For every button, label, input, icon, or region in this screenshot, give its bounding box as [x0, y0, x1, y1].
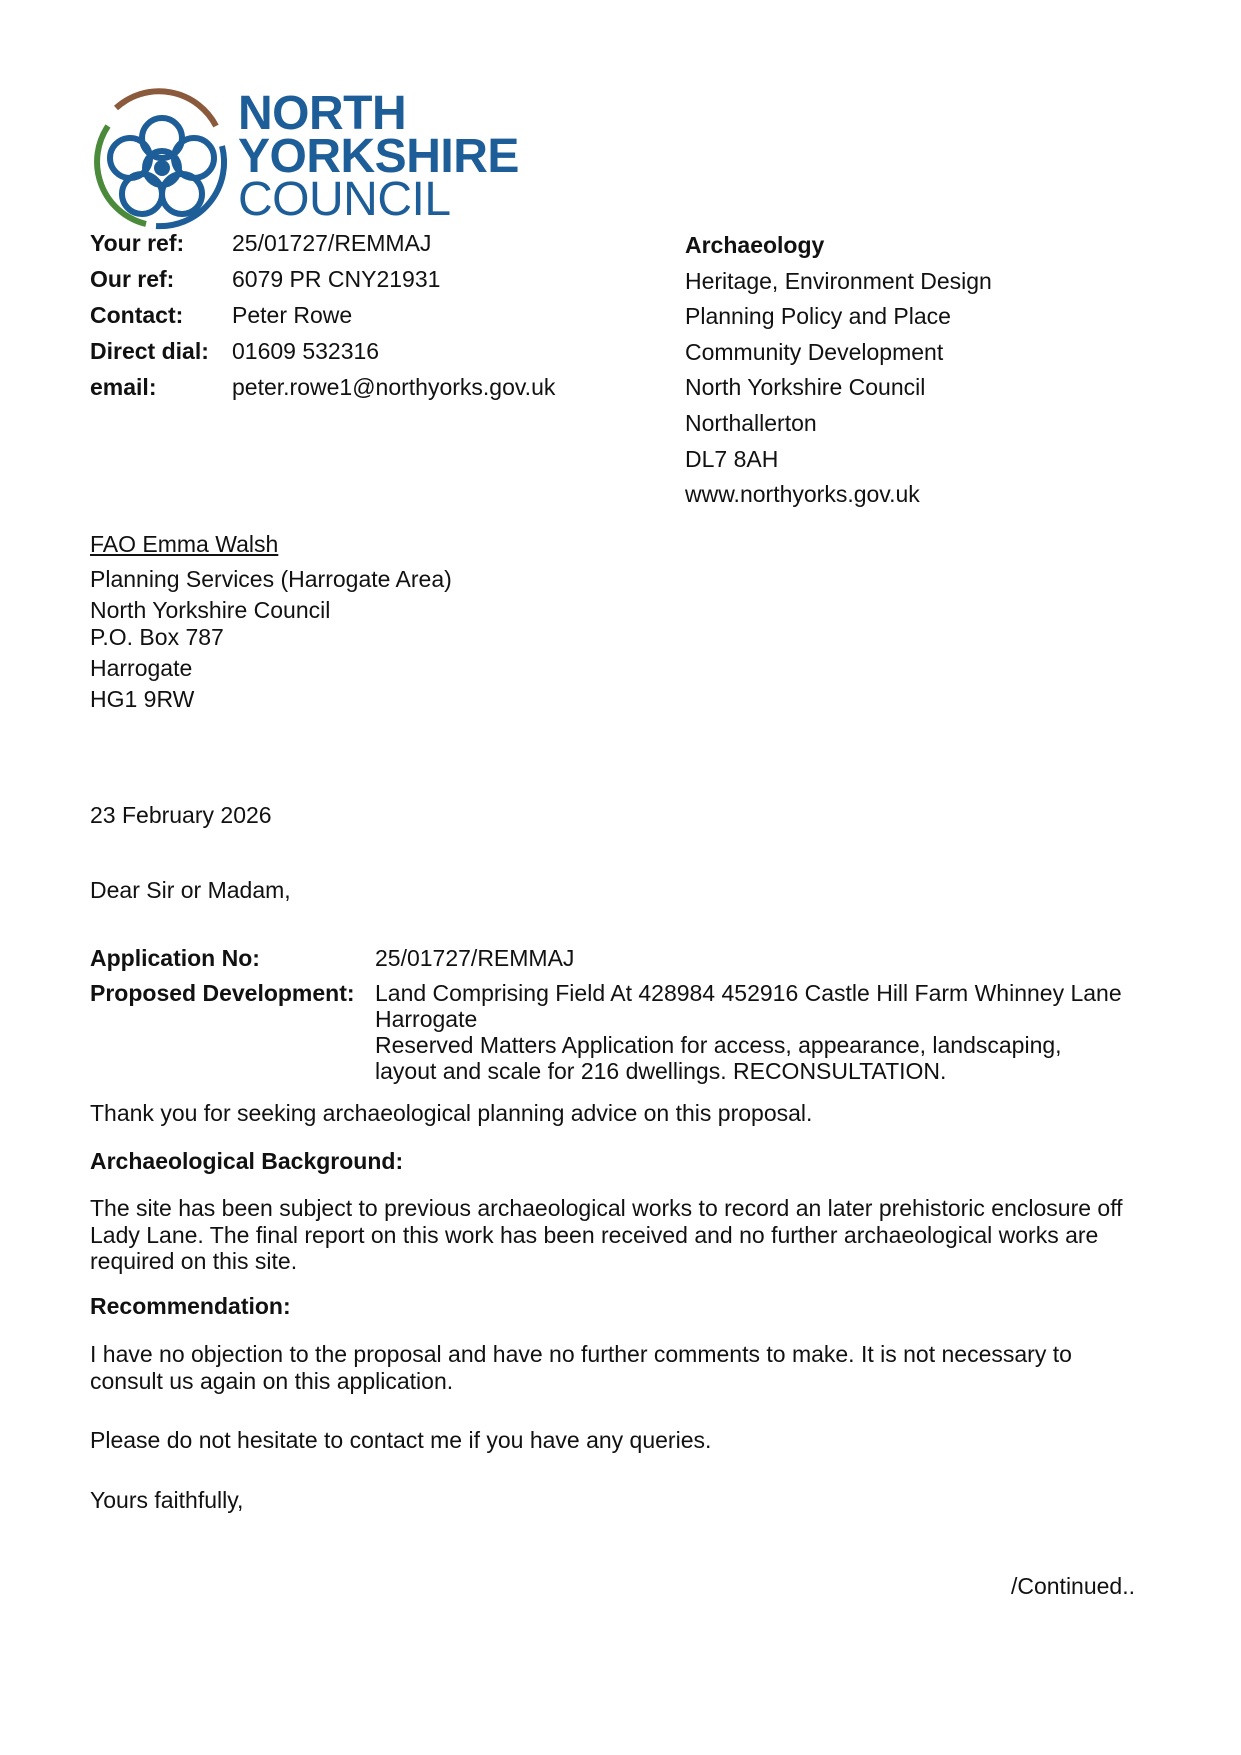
recipient-postcode: HG1 9RW — [90, 686, 195, 712]
logo-line-north: NORTH — [238, 87, 407, 140]
sender-line: North Yorkshire Council — [685, 374, 926, 401]
email-address: peter.rowe1@northyorks.gov.uk — [232, 374, 556, 400]
ref-value: 6079 PR CNY21931 — [232, 266, 441, 292]
salutation: Dear Sir or Madam, — [90, 877, 291, 903]
yorkshire-rose-icon — [86, 86, 236, 236]
sender-line: Northallerton — [685, 409, 817, 436]
ref-value: 25/01727/REMMAJ — [232, 230, 432, 256]
development-line: layout and scale for 216 dwellings. RECONSULTATION. — [375, 1058, 947, 1084]
reference-block — [90, 230, 555, 410]
ref-row-contact — [90, 302, 555, 338]
ref-value: Peter Rowe — [232, 302, 353, 328]
application-number-row — [90, 945, 1135, 980]
recipient-line: North Yorkshire Council — [90, 597, 331, 623]
background-line: The site has been subject to previous archaeological works to record an later prehistoric enclosure off — [90, 1195, 1123, 1221]
sender-department: Archaeology — [685, 232, 825, 258]
ref-row-direct-dial — [90, 338, 555, 374]
recipient-line: Harrogate — [90, 655, 193, 681]
sender-website: www.northyorks.gov.uk — [685, 481, 920, 508]
background-line: Lady Lane. The final report on this work has been received and no further archaeological works are — [90, 1221, 1099, 1248]
background-heading: Archaeological Background: — [90, 1148, 404, 1174]
ref-label: Our ref: — [90, 266, 175, 292]
council-logo — [86, 86, 526, 236]
background-paragraph — [90, 1195, 1150, 1275]
ref-label: email: — [90, 374, 157, 400]
ref-value: 01609 532316 — [232, 338, 380, 364]
proposed-development-label: Proposed Development: — [90, 980, 355, 1006]
letter-date: 23 February 2026 — [90, 802, 272, 828]
recipient-line: Planning Services (Harrogate Area) — [90, 566, 452, 592]
sender-postcode: DL7 8AH — [685, 445, 779, 472]
proposed-development-row — [90, 980, 1135, 1084]
development-line: Land Comprising Field At 428984 452916 Castle Hill Farm Whinney Lane — [375, 980, 1122, 1006]
background-line: required on this site. — [90, 1248, 298, 1274]
application-details — [90, 945, 1135, 1084]
sender-line: Heritage, Environment Design — [685, 267, 992, 294]
sender-address — [685, 232, 992, 517]
continued-note: /Continued.. — [1010, 1573, 1135, 1599]
recipient-fao: FAO Emma Walsh — [90, 531, 279, 557]
logo-line-council: COUNCIL — [238, 173, 451, 226]
ref-label: Contact: — [90, 302, 184, 328]
recommendation-paragraph — [90, 1341, 1150, 1394]
closing: Yours faithfully, — [90, 1487, 244, 1513]
ref-row-email — [90, 374, 555, 410]
application-number-label: Application No: — [90, 945, 260, 971]
ref-row-your-ref — [90, 230, 555, 266]
development-line: Harrogate — [375, 1006, 478, 1032]
recipient-address — [90, 531, 452, 717]
ref-label: Direct dial: — [90, 338, 209, 364]
ref-label: Your ref: — [90, 230, 185, 256]
logo-line-yorkshire: YORKSHIRE — [238, 130, 519, 183]
thanks-paragraph: Thank you for seeking archaeological planning advice on this proposal. — [90, 1100, 813, 1126]
application-number-value: 25/01727/REMMAJ — [375, 945, 575, 971]
recommendation-heading: Recommendation: — [90, 1293, 291, 1319]
proposed-development-value — [375, 980, 1135, 1084]
recommendation-line: consult us again on this application. — [90, 1367, 454, 1394]
contact-paragraph: Please do not hesitate to contact me if you have any queries. — [90, 1427, 712, 1453]
development-line: Reserved Matters Application for access, appearance, landscaping, — [375, 1032, 1062, 1058]
recommendation-line: I have no objection to the proposal and have no further comments to make. It is not necessary to — [90, 1341, 1072, 1367]
ref-row-our-ref — [90, 266, 555, 302]
recipient-line: P.O. Box 787 — [90, 624, 224, 650]
sender-line: Community Development — [685, 338, 944, 365]
sender-line: Planning Policy and Place — [685, 303, 951, 330]
